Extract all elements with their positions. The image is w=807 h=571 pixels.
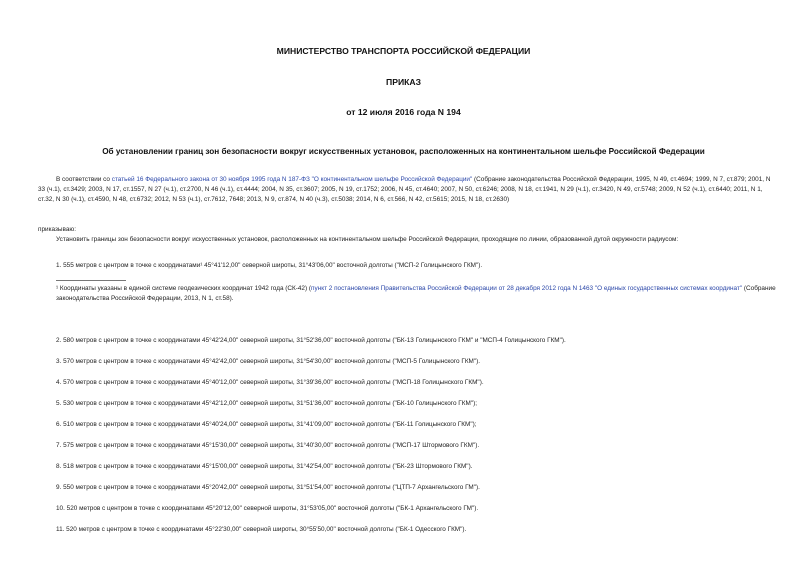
preamble-rest: (Собрание законодательства Российской Федерации, 1995, N 49, ст.4694; 1999, N 7, ст.879; 2001, N 33 (ч.1), ст.3429; 2003, N 17, ст.1557, N 27 (ч.1), ст.2700, N 46 (ч.1), ст.4444; 2004, N 35, ст.3607; 2005, N 19, ст.1752; 2006, N 45, ст.4640; 2007, N 50, ст.6246; 2008, N 18, ст.1941, N 29 (ч.1), ст.3420, N 49, ст.5748; 2009, N 52 (ч.1), ст.6440; 2011, N 1, ст.32, N 30 (ч.1), ст.4590, N 48, ст.6732; 2012, N 53 (ч.1), ст.7612, 7648; 2013, N 9, ст.874, N 40 (ч.3), ст.5038; 2014, N 6, ст.566, N 42, ст.5615; 2015, N 18, ст.2630) [38, 176, 771, 203]
list-item: 6. 510 метров с центром в точке с координатами 45°40'24,00" северной широты, 31°41'09,00" восточной долготы ("БК-11 Голицынского ГКМ"); [56, 421, 477, 428]
ministry-heading: МИНИСТЕРСТВО ТРАНСПОРТА РОССИЙСКОЙ ФЕДЕРАЦИИ [276, 46, 531, 56]
date-number-heading: от 12 июля 2016 года N 194 [346, 107, 461, 117]
list-item: 2. 580 метров с центром в точке с координатами 45°42'24,00" северной широты, 31°52'36,00" восточной долготы ("БК-13 Голицынского ГКМ" и "МСП-4 Голицынского ГКМ"). [56, 337, 566, 344]
footnote-rest: (Собрание законодательства Российской Федерации, 2013, N 1, ст.58). [56, 285, 776, 302]
list-item: 7. 575 метров с центром в точке с координатами 45°15'30,00" северной широты, 31°40'30,00" восточной долготы ("МСП-17 Штормового ГКМ"). [56, 442, 480, 449]
footnote-divider [56, 280, 126, 281]
page-title: Об установлении границ зон безопасности вокруг искусственных установок, расположенных на континентальном шельфе Российской Федерации [102, 147, 705, 156]
list-item: 5. 530 метров с центром в точке с координатами 45°42'12,00" северной широты, 31°51'36,00" восточной долготы ("БК-10 Голицынского ГКМ"); [56, 400, 477, 407]
establish-paragraph: Установить границы зон безопасности вокруг искусственных установок, расположенных на континентальном шельфе Российской Федерации, проходящие по линии, образованной дугой окружности радиусом: [56, 236, 679, 243]
list-item: 3. 570 метров с центром в точке с координатами 45°42'42,00" северной широты, 31°54'30,00" восточной долготы ("МСП-5 Голицынского ГКМ"). [56, 358, 481, 365]
list-item: 11. 520 метров с центром в точке с координатами 45°22'30,00" северной широты, 30°55'50,00" восточной долготы ("БК-1 Одесского ГКМ"). [56, 526, 467, 533]
government-decree-link[interactable]: пункт 2 постановления Правительства Российской Федерации от 28 декабря 2012 года N 1463 "О единых государственных системах координат" [311, 285, 743, 292]
doc-type-heading: ПРИКАЗ [386, 77, 421, 87]
list-item: 9. 550 метров с центром в точке с координатами 45°20'42,00" северной широты, 31°51'54,00" восточной долготы ("ЦТП-7 Архангельского ГМ"). [56, 484, 480, 491]
footnote-lead: ¹ Координаты указаны в единой системе геодезических координат 1942 года (СК-42) ( [56, 285, 312, 292]
footnote [56, 284, 776, 304]
preamble-paragraph [38, 175, 778, 205]
list-item: 4. 570 метров с центром в точке с координатами 45°40'12,00" северной широты, 31°39'36,00" восточной долготы ("МСП-18 Голицынского ГКМ"). [56, 379, 484, 386]
preamble-lead: В соответствии со [56, 176, 112, 183]
list-item: 1. 555 метров с центром в точке с координатами¹ 45°41'12,00" северной широты, 31°43'06,00" восточной долготы ("МСП-2 Голицынского ГКМ"). [56, 262, 483, 269]
order-word: приказываю: [38, 226, 76, 233]
list-item: 8. 518 метров с центром в точке с координатами 45°15'00,00" северной широты, 31°42'54,00" восточной долготы ("БК-23 Штормового ГКМ"). [56, 463, 473, 470]
law-article-link[interactable]: статьей 16 Федерального закона от 30 ноября 1995 года N 187-ФЗ "О континентальном шельфе Российской Федерации" [111, 176, 473, 183]
list-item: 10. 520 метров с центром в точке с координатами 45°20'12,00" северной широты, 31°53'05,00" восточной долготы ("БК-1 Архангельского ГМ"). [56, 505, 479, 512]
